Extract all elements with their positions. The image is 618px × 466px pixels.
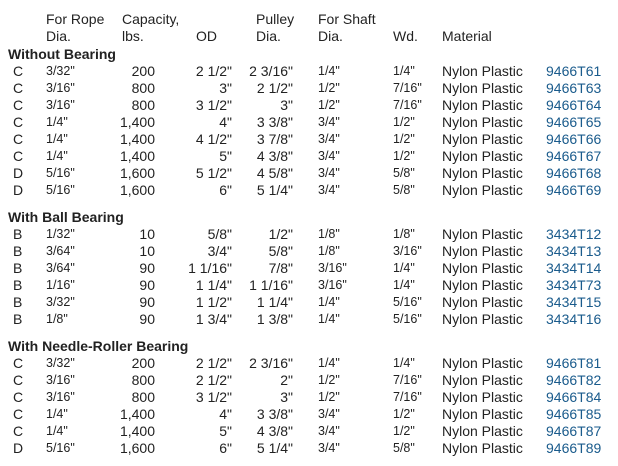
cell-rope: 1/32": [46, 227, 75, 241]
cell-od: 1 3/4": [195, 311, 232, 327]
cell-od: 2 1/2": [195, 372, 232, 388]
part-number-link[interactable]: 9466T67: [546, 148, 602, 164]
cell-wd: 1/4": [393, 261, 415, 275]
cell-rope: 3/32": [46, 64, 75, 78]
cell-material: Nylon Plastic: [442, 114, 523, 130]
cell-shaft: 1/8": [318, 227, 340, 241]
cell-rope: 1/4": [46, 407, 68, 421]
cell-material: Nylon Plastic: [442, 355, 523, 371]
cell-material: Nylon Plastic: [442, 165, 523, 181]
cell-wd: 7/16": [393, 81, 422, 95]
cell-cap: 1,400: [119, 423, 155, 439]
cell-cap: 1,400: [119, 406, 155, 422]
cell-pulley: 5 1/4": [256, 182, 293, 198]
cell-code: B: [13, 277, 23, 293]
cell-rope: 3/32": [46, 356, 75, 370]
header-od: OD: [196, 28, 217, 44]
part-number-link[interactable]: 9466T85: [546, 406, 602, 422]
part-number-link[interactable]: 3434T73: [546, 277, 602, 293]
header-pulley-dia-line1: Pulley: [256, 11, 295, 27]
cell-code: C: [13, 355, 24, 371]
cell-wd: 1/2": [393, 407, 415, 421]
cell-rope: 1/16": [46, 278, 75, 292]
cell-shaft: 3/4": [318, 407, 340, 421]
cell-code: D: [13, 182, 24, 198]
cell-shaft: 3/16": [318, 261, 347, 275]
cell-cap: 1,400: [119, 114, 155, 130]
cell-cap: 10: [139, 243, 155, 259]
cell-wd: 1/4": [393, 356, 415, 370]
cell-od: 3": [219, 80, 232, 96]
cell-shaft: 1/8": [318, 244, 340, 258]
cell-wd: 5/8": [393, 441, 415, 455]
part-number-link[interactable]: 9466T84: [546, 389, 602, 405]
part-number-link[interactable]: 3434T15: [546, 294, 602, 310]
cell-wd: 1/8": [393, 227, 415, 241]
cell-cap: 800: [131, 389, 155, 405]
cell-material: Nylon Plastic: [442, 440, 523, 456]
cell-code: C: [13, 148, 24, 164]
cell-rope: 3/64": [46, 261, 75, 275]
cell-wd: 5/16": [393, 295, 422, 309]
cell-rope: 3/16": [46, 98, 75, 112]
part-number-link[interactable]: 9466T81: [546, 355, 602, 371]
part-number-link[interactable]: 3434T12: [546, 226, 602, 242]
cell-cap: 90: [139, 277, 155, 293]
cell-code: C: [13, 97, 24, 113]
cell-rope: 3/16": [46, 390, 75, 404]
cell-pulley: 3": [280, 97, 293, 113]
cell-wd: 5/16": [393, 312, 422, 326]
cell-cap: 200: [131, 63, 155, 79]
cell-pulley: 7/8": [268, 260, 293, 276]
cell-pulley: 1 1/4": [256, 294, 293, 310]
cell-shaft: 1/2": [318, 390, 340, 404]
cell-rope: 1/4": [46, 115, 68, 129]
cell-pulley: 3 3/8": [256, 114, 293, 130]
cell-shaft: 3/4": [318, 183, 340, 197]
cell-pulley: 2 3/16": [249, 355, 293, 371]
cell-code: C: [13, 63, 24, 79]
cell-shaft: 3/4": [318, 441, 340, 455]
cell-cap: 10: [139, 226, 155, 242]
cell-material: Nylon Plastic: [442, 277, 523, 293]
cell-material: Nylon Plastic: [442, 260, 523, 276]
cell-material: Nylon Plastic: [442, 148, 523, 164]
cell-cap: 800: [131, 80, 155, 96]
cell-wd: 1/2": [393, 115, 415, 129]
cell-od: 3 1/2": [195, 389, 232, 405]
cell-od: 1 1/16": [188, 260, 232, 276]
cell-od: 3/4": [207, 243, 232, 259]
cell-od: 1 1/4": [195, 277, 232, 293]
cell-od: 2 1/2": [195, 355, 232, 371]
cell-material: Nylon Plastic: [442, 406, 523, 422]
cell-material: Nylon Plastic: [442, 182, 523, 198]
cell-rope: 3/32": [46, 295, 75, 309]
cell-od: 6": [219, 182, 232, 198]
cell-od: 4": [219, 114, 232, 130]
cell-shaft: 1/4": [318, 64, 340, 78]
cell-shaft: 3/4": [318, 115, 340, 129]
header-capacity-line1: Capacity,: [122, 11, 180, 27]
cell-cap: 1,600: [119, 182, 155, 198]
cell-rope: 3/16": [46, 81, 75, 95]
part-number-link[interactable]: 9466T82: [546, 372, 602, 388]
cell-pulley: 3 7/8": [256, 131, 293, 147]
cell-shaft: 1/4": [318, 295, 340, 309]
cell-wd: 1/4": [393, 64, 415, 78]
part-number-link[interactable]: 9466T89: [546, 440, 602, 456]
cell-pulley: 2": [280, 372, 293, 388]
cell-code: D: [13, 440, 24, 456]
cell-shaft: 1/2": [318, 98, 340, 112]
cell-pulley: 4 5/8": [256, 165, 293, 181]
cell-wd: 5/8": [393, 183, 415, 197]
cell-material: Nylon Plastic: [442, 131, 523, 147]
cell-material: Nylon Plastic: [442, 423, 523, 439]
cell-od: 5": [219, 148, 232, 164]
cell-pulley: 4 3/8": [256, 423, 293, 439]
cell-material: Nylon Plastic: [442, 226, 523, 242]
part-number-link[interactable]: 9466T64: [546, 97, 602, 113]
header-rope-dia-line2: Dia.: [46, 28, 71, 44]
cell-code: C: [13, 80, 24, 96]
cell-code: B: [13, 311, 23, 327]
part-number-link[interactable]: 9466T87: [546, 423, 602, 439]
cell-wd: 1/2": [393, 424, 415, 438]
part-number-link[interactable]: 9466T63: [546, 80, 602, 96]
cell-rope: 5/16": [46, 441, 75, 455]
cell-shaft: 3/4": [318, 132, 340, 146]
cell-pulley: 4 3/8": [256, 148, 293, 164]
cell-material: Nylon Plastic: [442, 311, 523, 327]
cell-shaft: 1/4": [318, 356, 340, 370]
header-pulley-dia-line2: Dia.: [256, 28, 281, 44]
cell-shaft: 1/2": [318, 81, 340, 95]
cell-od: 3 1/2": [195, 97, 232, 113]
cell-code: C: [13, 114, 24, 130]
cell-pulley: 1/2": [268, 226, 293, 242]
cell-cap: 1,400: [119, 131, 155, 147]
header-shaft-dia-line1: For Shaft: [318, 11, 376, 27]
cell-material: Nylon Plastic: [442, 389, 523, 405]
cell-rope: 1/4": [46, 132, 68, 146]
cell-shaft: 1/4": [318, 312, 340, 326]
cell-rope: 5/16": [46, 183, 75, 197]
part-number-link[interactable]: 9466T65: [546, 114, 602, 130]
header-width: Wd.: [393, 28, 418, 44]
cell-wd: 1/2": [393, 132, 415, 146]
cell-material: Nylon Plastic: [442, 80, 523, 96]
cell-code: C: [13, 406, 24, 422]
cell-od: 2 1/2": [195, 63, 232, 79]
cell-cap: 1,600: [119, 440, 155, 456]
part-number-link[interactable]: 3434T13: [546, 243, 602, 259]
cell-od: 5/8": [207, 226, 232, 242]
cell-od: 4 1/2": [195, 131, 232, 147]
cell-wd: 7/16": [393, 98, 422, 112]
cell-code: B: [13, 294, 23, 310]
cell-cap: 1,600: [119, 165, 155, 181]
cell-pulley: 1 1/16": [249, 277, 293, 293]
cell-od: 5 1/2": [195, 165, 232, 181]
section-title: Without Bearing: [8, 46, 116, 62]
cell-wd: 7/16": [393, 390, 422, 404]
cell-material: Nylon Plastic: [442, 243, 523, 259]
cell-wd: 7/16": [393, 373, 422, 387]
header-shaft-dia-line2: Dia.: [318, 28, 343, 44]
cell-code: B: [13, 260, 23, 276]
cell-code: B: [13, 243, 23, 259]
cell-od: 1 1/2": [195, 294, 232, 310]
cell-wd: 3/16": [393, 244, 422, 258]
cell-cap: 1,400: [119, 148, 155, 164]
header-material: Material: [442, 28, 492, 44]
cell-rope: 5/16": [46, 166, 75, 180]
cell-pulley: 2 3/16": [249, 63, 293, 79]
cell-pulley: 3 3/8": [256, 406, 293, 422]
cell-pulley: 5/8": [268, 243, 293, 259]
cell-cap: 90: [139, 311, 155, 327]
cell-cap: 90: [139, 260, 155, 276]
cell-pulley: 2 1/2": [256, 80, 293, 96]
cell-od: 6": [219, 440, 232, 456]
cell-material: Nylon Plastic: [442, 372, 523, 388]
cell-wd: 1/4": [393, 278, 415, 292]
cell-code: C: [13, 372, 24, 388]
cell-rope: 1/4": [46, 424, 68, 438]
part-number-link[interactable]: 9466T66: [546, 131, 602, 147]
cell-wd: 5/8": [393, 166, 415, 180]
cell-rope: 3/16": [46, 373, 75, 387]
cell-material: Nylon Plastic: [442, 294, 523, 310]
cell-material: Nylon Plastic: [442, 63, 523, 79]
cell-shaft: 3/4": [318, 424, 340, 438]
header-rope-dia-line1: For Rope: [46, 11, 105, 27]
cell-shaft: 1/2": [318, 373, 340, 387]
part-number-link[interactable]: 9466T61: [546, 63, 602, 79]
cell-rope: 3/64": [46, 244, 75, 258]
cell-shaft: 3/4": [318, 149, 340, 163]
cell-pulley: 1 3/8": [256, 311, 293, 327]
cell-wd: 1/2": [393, 149, 415, 163]
cell-cap: 800: [131, 97, 155, 113]
cell-cap: 200: [131, 355, 155, 371]
cell-shaft: 3/16": [318, 278, 347, 292]
cell-code: C: [13, 131, 24, 147]
cell-code: C: [13, 389, 24, 405]
cell-code: C: [13, 423, 24, 439]
cell-od: 4": [219, 406, 232, 422]
cell-rope: 1/4": [46, 149, 68, 163]
cell-cap: 90: [139, 294, 155, 310]
cell-material: Nylon Plastic: [442, 97, 523, 113]
cell-cap: 800: [131, 372, 155, 388]
cell-shaft: 3/4": [318, 166, 340, 180]
cell-code: D: [13, 165, 24, 181]
part-number-link[interactable]: 9466T69: [546, 182, 602, 198]
part-number-link[interactable]: 3434T14: [546, 260, 602, 276]
section-title: With Needle-Roller Bearing: [8, 338, 189, 354]
cell-od: 5": [219, 423, 232, 439]
part-number-link[interactable]: 3434T16: [546, 311, 602, 327]
cell-rope: 1/8": [46, 312, 68, 326]
section-title: With Ball Bearing: [8, 209, 124, 225]
part-number-link[interactable]: 9466T68: [546, 165, 602, 181]
header-capacity-line2: lbs.: [122, 28, 144, 44]
cell-pulley: 3": [280, 389, 293, 405]
cell-code: B: [13, 226, 23, 242]
cell-pulley: 5 1/4": [256, 440, 293, 456]
